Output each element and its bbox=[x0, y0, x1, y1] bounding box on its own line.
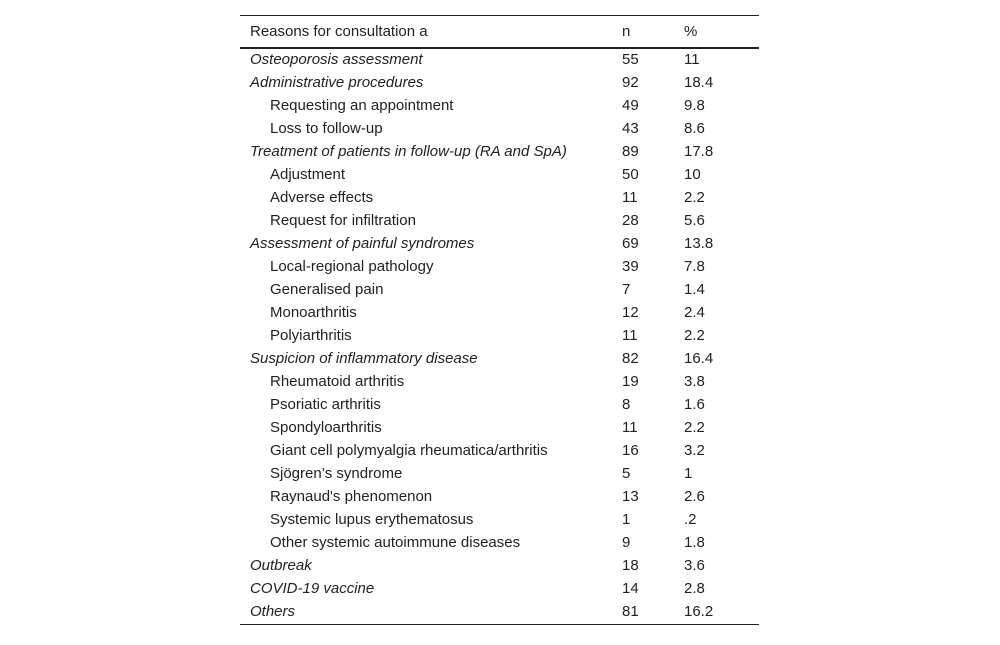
reason-cell: Adverse effects bbox=[270, 188, 374, 206]
reason-cell: Psoriatic arthritis bbox=[270, 395, 381, 413]
reason-cell: Other systemic autoimmune diseases bbox=[270, 533, 521, 551]
count-cell: 1 bbox=[622, 510, 631, 528]
percent-cell: 7.8 bbox=[684, 257, 705, 275]
count-cell: 11 bbox=[622, 188, 638, 206]
category-row bbox=[240, 577, 759, 600]
subcategory-row bbox=[240, 255, 759, 278]
reason-cell: Treatment of patients in follow-up (RA and SpA) bbox=[250, 142, 567, 160]
count-cell: 43 bbox=[622, 119, 639, 137]
reason-cell: Assessment of painful syndromes bbox=[250, 234, 475, 252]
subcategory-row bbox=[240, 462, 759, 485]
reason-cell: Loss to follow-up bbox=[270, 119, 383, 137]
percent-cell: .2 bbox=[684, 510, 697, 528]
count-cell: 11 bbox=[622, 418, 638, 436]
subcategory-row bbox=[240, 117, 759, 140]
category-row bbox=[240, 347, 759, 370]
percent-cell: 3.8 bbox=[684, 372, 705, 390]
subcategory-row bbox=[240, 209, 759, 232]
reason-cell: COVID-19 vaccine bbox=[250, 579, 375, 597]
percent-cell: 10 bbox=[684, 165, 701, 183]
percent-cell: 17.8 bbox=[684, 142, 714, 160]
count-cell: 13 bbox=[622, 487, 639, 505]
header-row bbox=[240, 16, 759, 48]
count-cell: 18 bbox=[622, 556, 639, 574]
subcategory-row bbox=[240, 508, 759, 531]
percent-cell: 1.8 bbox=[684, 533, 705, 551]
subcategory-row bbox=[240, 163, 759, 186]
category-row bbox=[240, 140, 759, 163]
reason-cell: Requesting an appointment bbox=[270, 96, 454, 114]
subcategory-row bbox=[240, 393, 759, 416]
percent-cell: 8.6 bbox=[684, 119, 705, 137]
subcategory-row bbox=[240, 186, 759, 209]
category-row bbox=[240, 71, 759, 94]
count-cell: 39 bbox=[622, 257, 639, 275]
percent-cell: 9.8 bbox=[684, 96, 705, 114]
percent-cell: 2.2 bbox=[684, 188, 705, 206]
reason-cell: Rheumatoid arthritis bbox=[270, 372, 405, 390]
header-reason: Reasons for consultation a bbox=[240, 16, 622, 48]
count-cell: 50 bbox=[622, 165, 639, 183]
reason-cell: Generalised pain bbox=[270, 280, 384, 298]
count-cell: 19 bbox=[622, 372, 639, 390]
reason-cell: Adjustment bbox=[270, 165, 346, 183]
category-row bbox=[240, 232, 759, 255]
percent-cell: 1 bbox=[684, 464, 693, 482]
category-row bbox=[240, 554, 759, 577]
consultation-reasons-table-container bbox=[240, 15, 759, 625]
percent-cell: 16.4 bbox=[684, 349, 714, 367]
reason-cell: Osteoporosis assessment bbox=[250, 51, 423, 68]
subcategory-row bbox=[240, 324, 759, 347]
reason-cell: Raynaud's phenomenon bbox=[270, 487, 433, 505]
table-body bbox=[240, 48, 759, 625]
reason-cell: Polyiarthritis bbox=[270, 326, 352, 344]
subcategory-row bbox=[240, 94, 759, 117]
count-cell: 16 bbox=[622, 441, 639, 459]
count-cell: 11 bbox=[622, 326, 638, 344]
percent-cell: 1.4 bbox=[684, 280, 705, 298]
category-row bbox=[240, 48, 759, 71]
subcategory-row bbox=[240, 278, 759, 301]
count-cell: 55 bbox=[622, 51, 639, 68]
table-header bbox=[240, 16, 759, 48]
count-cell: 8 bbox=[622, 395, 631, 413]
percent-cell: 1.6 bbox=[684, 395, 705, 413]
percent-cell: 2.6 bbox=[684, 487, 705, 505]
subcategory-row bbox=[240, 485, 759, 508]
percent-cell: 2.2 bbox=[684, 326, 705, 344]
reason-cell: Monoarthritis bbox=[270, 303, 357, 321]
count-cell: 92 bbox=[622, 73, 639, 91]
percent-cell: 16.2 bbox=[684, 600, 759, 625]
percent-cell: 3.2 bbox=[684, 441, 705, 459]
reason-cell: Spondyloarthritis bbox=[270, 418, 382, 436]
subcategory-row bbox=[240, 439, 759, 462]
count-cell: 69 bbox=[622, 234, 639, 252]
count-cell: 49 bbox=[622, 96, 639, 114]
header-percent: % bbox=[684, 16, 759, 48]
percent-cell: 2.8 bbox=[684, 579, 705, 597]
count-cell: 89 bbox=[622, 142, 639, 160]
subcategory-row bbox=[240, 416, 759, 439]
category-row bbox=[240, 600, 759, 625]
reason-cell: Suspicion of inflammatory disease bbox=[250, 349, 478, 367]
reason-cell: Outbreak bbox=[250, 556, 312, 574]
count-cell: 14 bbox=[622, 579, 639, 597]
count-cell: 82 bbox=[622, 349, 639, 367]
percent-cell: 2.4 bbox=[684, 303, 705, 321]
count-cell: 9 bbox=[622, 533, 631, 551]
reason-cell: Local-regional pathology bbox=[270, 257, 434, 275]
subcategory-row bbox=[240, 301, 759, 324]
reason-cell: Giant cell polymyalgia rheumatica/arthritis bbox=[270, 441, 548, 459]
reason-cell: Request for infiltration bbox=[270, 211, 416, 229]
percent-cell: 3.6 bbox=[684, 556, 705, 574]
subcategory-row bbox=[240, 531, 759, 554]
reason-cell: Administrative procedures bbox=[250, 73, 424, 91]
reason-cell: Systemic lupus erythematosus bbox=[270, 510, 474, 528]
percent-cell: 18.4 bbox=[684, 73, 714, 91]
percent-cell: 2.2 bbox=[684, 418, 705, 436]
header-n: n bbox=[622, 16, 684, 48]
percent-cell: 13.8 bbox=[684, 234, 714, 252]
percent-cell: 11 bbox=[684, 51, 700, 68]
reason-cell: Others bbox=[240, 600, 622, 625]
count-cell: 28 bbox=[622, 211, 639, 229]
consultation-reasons-table bbox=[240, 15, 759, 625]
percent-cell: 5.6 bbox=[684, 211, 705, 229]
count-cell: 81 bbox=[622, 600, 684, 625]
count-cell: 7 bbox=[622, 280, 631, 298]
reason-cell: Sjögren’s syndrome bbox=[270, 464, 403, 482]
subcategory-row bbox=[240, 370, 759, 393]
count-cell: 12 bbox=[622, 303, 639, 321]
count-cell: 5 bbox=[622, 464, 631, 482]
